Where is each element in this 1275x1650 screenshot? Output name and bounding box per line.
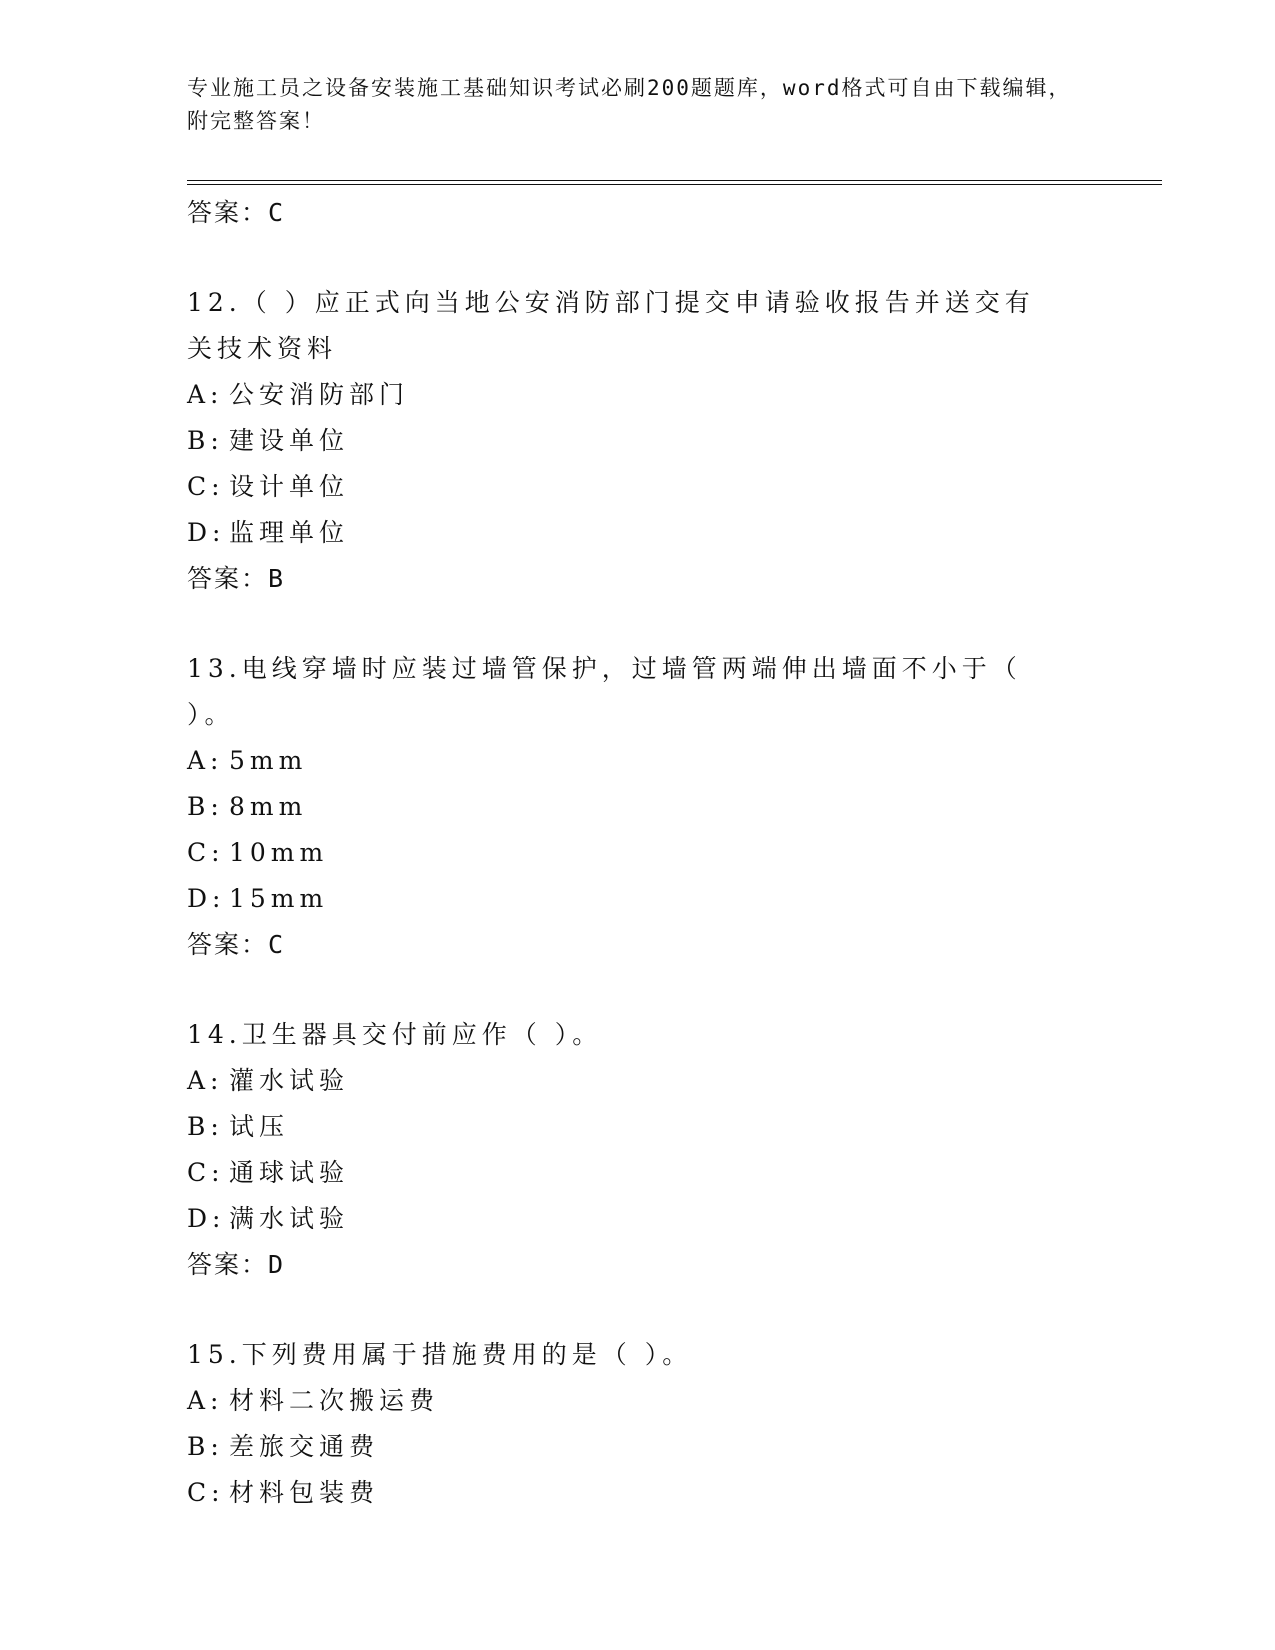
option-c <box>187 1470 1087 1516</box>
question-text: 13.电线穿墙时应装过墙管保护，过墙管两端伸出墙面不小于（ ）。 <box>187 654 1022 729</box>
option-label: B: <box>187 1112 224 1141</box>
option-label: A: <box>187 1386 224 1415</box>
option-label: B: <box>187 792 224 821</box>
option-b <box>187 1104 1087 1150</box>
option-text: 8mm <box>229 792 308 821</box>
option-d <box>187 876 1087 922</box>
option-label: C: <box>187 472 225 501</box>
option-d <box>187 1196 1087 1242</box>
option-text: 通球试验 <box>229 1158 350 1187</box>
answer-line: 答案：C <box>187 198 286 227</box>
answer-line: 答案：D <box>187 1250 286 1279</box>
answer-line: 答案：B <box>187 564 286 593</box>
option-label: B: <box>187 426 224 455</box>
option-text: 10mm <box>229 838 329 867</box>
question-item <box>187 646 1087 968</box>
option-text: 材料二次搬运费 <box>229 1386 440 1415</box>
option-a <box>187 1378 1087 1424</box>
option-text: 公安消防部门 <box>229 380 410 409</box>
option-text: 灌水试验 <box>229 1066 350 1095</box>
option-a <box>187 1058 1087 1104</box>
option-label: C: <box>187 1478 225 1507</box>
option-label: C: <box>187 1158 225 1187</box>
option-text: 5mm <box>229 746 308 775</box>
option-label: D: <box>187 1204 226 1233</box>
option-a <box>187 372 1087 418</box>
option-c <box>187 464 1087 510</box>
option-text: 材料包装费 <box>229 1478 380 1507</box>
question-item <box>187 280 1087 602</box>
option-label: D: <box>187 884 226 913</box>
question-item <box>187 1332 1087 1516</box>
option-b <box>187 1424 1087 1470</box>
option-c <box>187 1150 1087 1196</box>
option-label: A: <box>187 746 224 775</box>
option-label: D: <box>187 518 226 547</box>
header-rule-bottom <box>187 184 1162 185</box>
option-text: 监理单位 <box>229 518 350 547</box>
question-list <box>187 190 1087 1516</box>
header-rule-top <box>187 180 1162 181</box>
option-text: 差旅交通费 <box>229 1432 380 1461</box>
option-b <box>187 418 1087 464</box>
option-c <box>187 830 1087 876</box>
question-text: 12.（ ）应正式向当地公安消防部门提交申请验收报告并送交有关技术资料 <box>187 288 1035 363</box>
option-label: A: <box>187 380 224 409</box>
option-text: 试压 <box>229 1112 290 1141</box>
question-item <box>187 1012 1087 1288</box>
question-text: 15.下列费用属于措施费用的是（ ）。 <box>187 1340 693 1369</box>
answer-line: 答案：C <box>187 930 286 959</box>
option-text: 15mm <box>229 884 329 913</box>
option-a <box>187 738 1087 784</box>
option-text: 建设单位 <box>229 426 350 455</box>
option-text: 设计单位 <box>229 472 350 501</box>
option-label: B: <box>187 1432 224 1461</box>
option-label: A: <box>187 1066 224 1095</box>
option-d <box>187 510 1087 556</box>
option-b <box>187 784 1087 830</box>
option-label: C: <box>187 838 225 867</box>
option-text: 满水试验 <box>229 1204 350 1233</box>
question-text: 14.卫生器具交付前应作（ ）。 <box>187 1020 603 1049</box>
document-header: 专业施工员之设备安装施工基础知识考试必刷200题题库，word格式可自由下载编辑，附完整答案！ <box>187 76 1072 133</box>
